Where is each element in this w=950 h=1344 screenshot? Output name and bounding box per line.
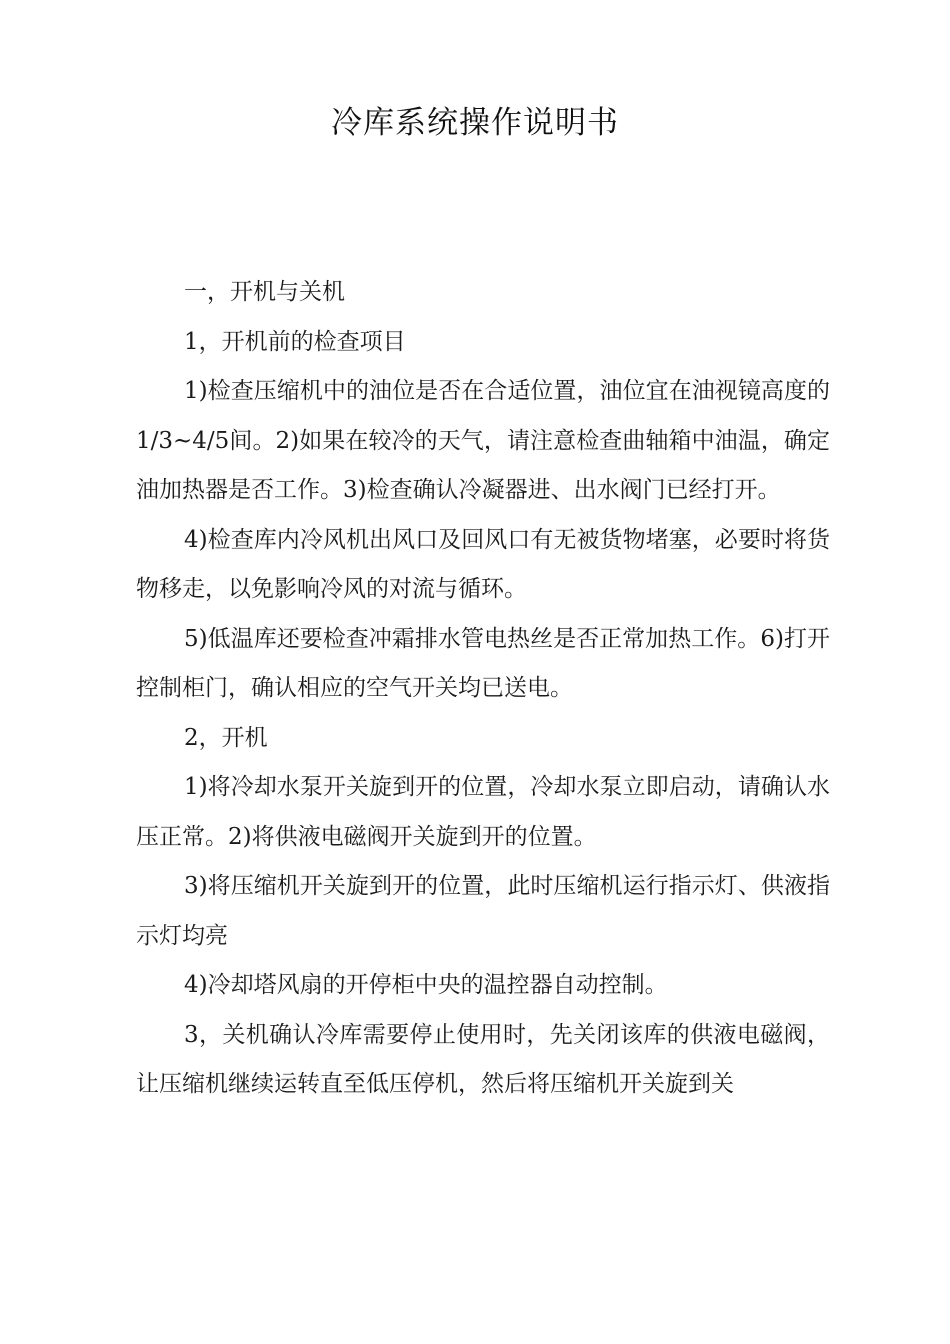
document-body <box>136 268 830 1110</box>
paragraph-cooling-tower: 4)冷却塔风扇的开停柜中央的温控器自动控制。 <box>184 972 668 998</box>
subsection-heading-pre-start-checks: 1，开机前的检查项目 <box>184 328 406 355</box>
paragraph-pump-and-valve: 1)将冷却水泵开关旋到开的位置，冷却水泵立即启动，请确认水压正常。2)将供液电磁阀开关旋到开的位置。 <box>136 774 830 850</box>
paragraph-shutdown: 3，关机确认冷库需要停止使用时，先关闭该库的供液电磁阀，让压缩机继续运转直至低压停机，然后将压缩机开关旋到关 <box>136 1021 830 1097</box>
paragraph-oil-checks: 1)检查压缩机中的油位是否在合适位置，油位宜在油视镜高度的1/3~4/5间。2)如果在较冷的天气，请注意检查曲轴箱中油温，确定油加热器是否工作。3)检查确认冷凝器进、出水阀门已经打开。 <box>136 378 830 503</box>
paragraph-compressor-start: 3)将压缩机开关旋到开的位置，此时压缩机运行指示灯、供液指示灯均亮 <box>136 873 830 949</box>
document-title: 冷库系统操作说明书 <box>331 105 619 141</box>
paragraph-low-temp-checks: 5)低温库还要检查冲霜排水管电热丝是否正常加热工作。6)打开控制柜门，确认相应的空气开关均已送电。 <box>136 625 830 701</box>
section-heading-startup-shutdown: 一，开机与关机 <box>184 279 345 305</box>
subsection-heading-startup: 2，开机 <box>184 724 268 751</box>
paragraph-air-cooler-checks: 4)检查库内冷风机出风口及回风口有无被货物堵塞，必要时将货物移走，以免影响冷风的对流与循环。 <box>136 526 830 602</box>
